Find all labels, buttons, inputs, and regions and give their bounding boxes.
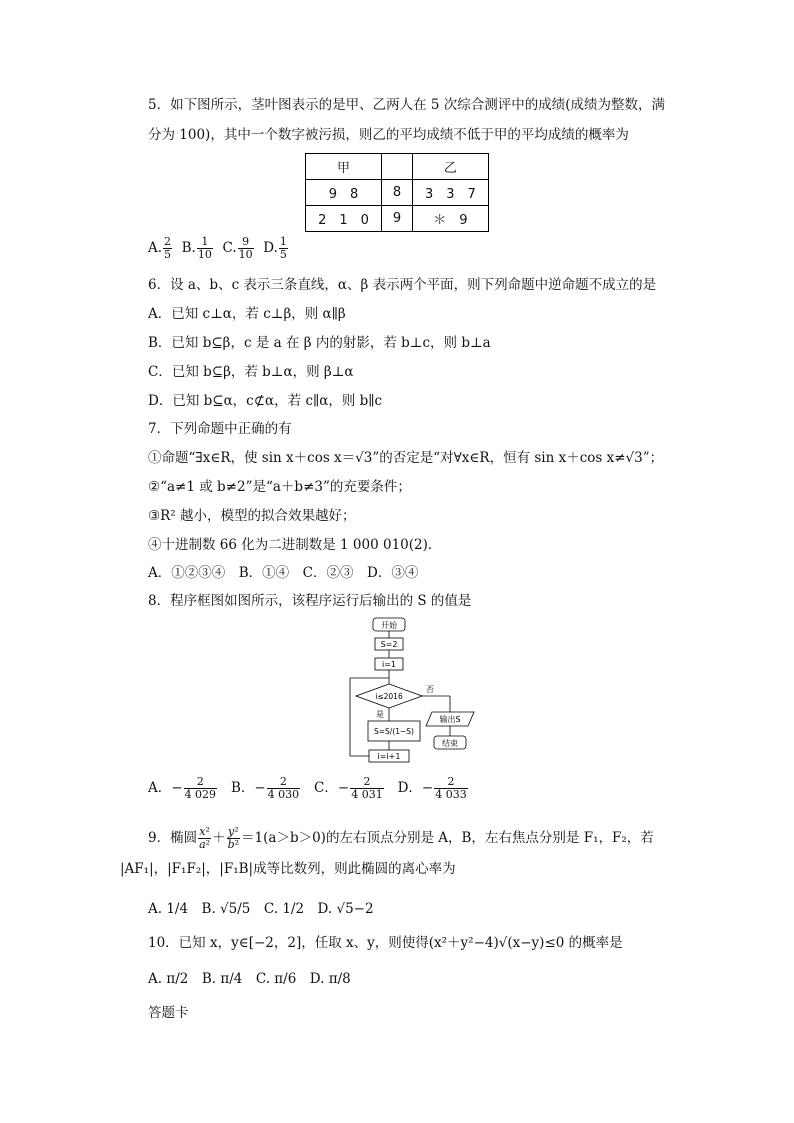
q9-line1-end: ＝1(a＞b＞0)的左右顶点分别是 A，B，左右焦点分别是 F₁，F₂，若 bbox=[241, 830, 654, 846]
q8-option-b: B．− $\frac{2}{4 030}$ bbox=[230, 775, 300, 801]
q7-item4: ④十进制数 66 化为二进制数是 1 000 010(2)． bbox=[148, 537, 442, 553]
q6-stem: 6．设 a、b、c 表示三条直线，α、β 表示两个平面，则下列命题中逆命题不成立的是 bbox=[148, 277, 657, 293]
flow-s-init-text: S=2 bbox=[380, 640, 398, 649]
q9-frac-y: $\frac{\text{y²}}{\text{b²}}$ bbox=[227, 825, 240, 851]
q7-stem: 7．下列命题中正确的有 bbox=[148, 421, 292, 437]
q7-item3: ③R² 越小，模型的拟合效果越好； bbox=[148, 508, 356, 524]
flow-yes-label: 是 bbox=[376, 710, 384, 719]
q10-options: A. π/2 B. π/4 C. π/6 D. π/8 bbox=[148, 971, 351, 987]
q7-item1: ①命题“∃x∈R，使 sin x＋cos x＝√3”的否定是“对∀x∈R，恒有 sin x＋cos x≠√3”； bbox=[148, 450, 664, 466]
q8-option-a: A．− $\frac{2}{4 029}$ bbox=[148, 775, 217, 801]
stem-leaf-table bbox=[305, 153, 489, 232]
q7-item2: ②“a≠1 或 b≠2”是“a＋b≠3”的充要条件； bbox=[148, 479, 411, 495]
flow-update-s-text: S=S/(1−S) bbox=[373, 727, 415, 736]
table-row1-left: 9 8 bbox=[306, 180, 382, 206]
q6-option-b: B．已知 b⊆β，c 是 a 在 β 内的射影，若 b⊥c，则 b⊥a bbox=[148, 335, 491, 351]
q7-options: A．①②③④ B．①④ C．②③ D．③④ bbox=[148, 565, 419, 581]
flow-i-init-text: i=1 bbox=[381, 660, 397, 669]
q8-options bbox=[148, 776, 469, 801]
flow-output-text: 输出S bbox=[439, 715, 461, 724]
q5-line2: 分为 100)，其中一个数字被污损，则乙的平均成绩不低于甲的平均成绩的概率为 bbox=[148, 127, 629, 143]
q9-line2: |AF₁|，|F₁F₂|，|F₁B|成等比数列，则此椭圆的离心率为 bbox=[120, 861, 456, 877]
q9-options: A. 1/4 B. √5/5 C. 1/2 D. √5−2 bbox=[148, 901, 374, 917]
q5-options bbox=[148, 236, 289, 261]
q8-stem: 8．程序框图如图所示，该程序运行后输出的 S 的值是 bbox=[148, 593, 472, 609]
q9-line1: 9．椭圆 $\frac{\text{x²}}{\text{a²}}$ ＋ $\frac{\text{y²}}{\text{b²}}$ ＝1(a＞b＞0)的左右顶点分别是 A，B，左右焦点分别是 F₁，F₂，若 bbox=[148, 825, 654, 851]
flow-decision-text: i≤2016 bbox=[375, 692, 403, 701]
q5-option-a: A. $\frac{2}{5}$ bbox=[148, 235, 172, 261]
q9-line1-start: 9．椭圆 bbox=[148, 830, 198, 846]
table-head-right: 乙 bbox=[412, 154, 488, 180]
q5-option-c: C. $\frac{9}{10}$ bbox=[222, 235, 253, 261]
table-row1-right: 3 3 7 bbox=[412, 180, 488, 206]
table-row2-stem: 9 bbox=[382, 206, 413, 232]
flow-no-label: 否 bbox=[426, 685, 434, 694]
q5-line1: 5．如下图所示，茎叶图表示的是甲、乙两人在 5 次综合测评中的成绩(成绩为整数，满 bbox=[148, 97, 666, 113]
answer-card-label: 答题卡 bbox=[148, 1005, 189, 1021]
table-row2-left: 2 1 0 bbox=[306, 206, 382, 232]
table-row1-stem: 8 bbox=[382, 180, 413, 206]
q6-option-a: A．已知 c⊥α，若 c⊥β，则 α∥β bbox=[148, 306, 346, 322]
q6-option-c: C．已知 b⊆β，若 b⊥α，则 β⊥α bbox=[148, 364, 354, 380]
q5-option-d: D. $\frac{1}{5}$ bbox=[263, 235, 287, 261]
flow-end-text: 结束 bbox=[442, 739, 458, 748]
q8-option-c: C．− $\frac{2}{4 031}$ bbox=[314, 775, 383, 801]
flow-update-i-text: i=i+1 bbox=[377, 752, 401, 761]
q5-option-b: B. $\frac{1}{10}$ bbox=[181, 235, 212, 261]
table-row2-right: ＊ 9 bbox=[412, 206, 488, 232]
q8-option-d: D．− $\frac{2}{4 033}$ bbox=[397, 775, 467, 801]
q9-frac-x: $\frac{\text{x²}}{\text{a²}}$ bbox=[199, 825, 211, 851]
q6-option-d: D．已知 b⊆α，c⊄α，若 c∥α，则 b∥c bbox=[148, 393, 383, 409]
q10-stem: 10．已知 x，y∈[−2，2]，任取 x、y，则使得(x²＋y²−4)√(x−y)≤0 的概率是 bbox=[148, 935, 623, 951]
flowchart bbox=[340, 616, 480, 766]
table-head-stem bbox=[382, 154, 413, 180]
flow-start-text: 开始 bbox=[381, 621, 397, 630]
table-head-left: 甲 bbox=[306, 154, 382, 180]
